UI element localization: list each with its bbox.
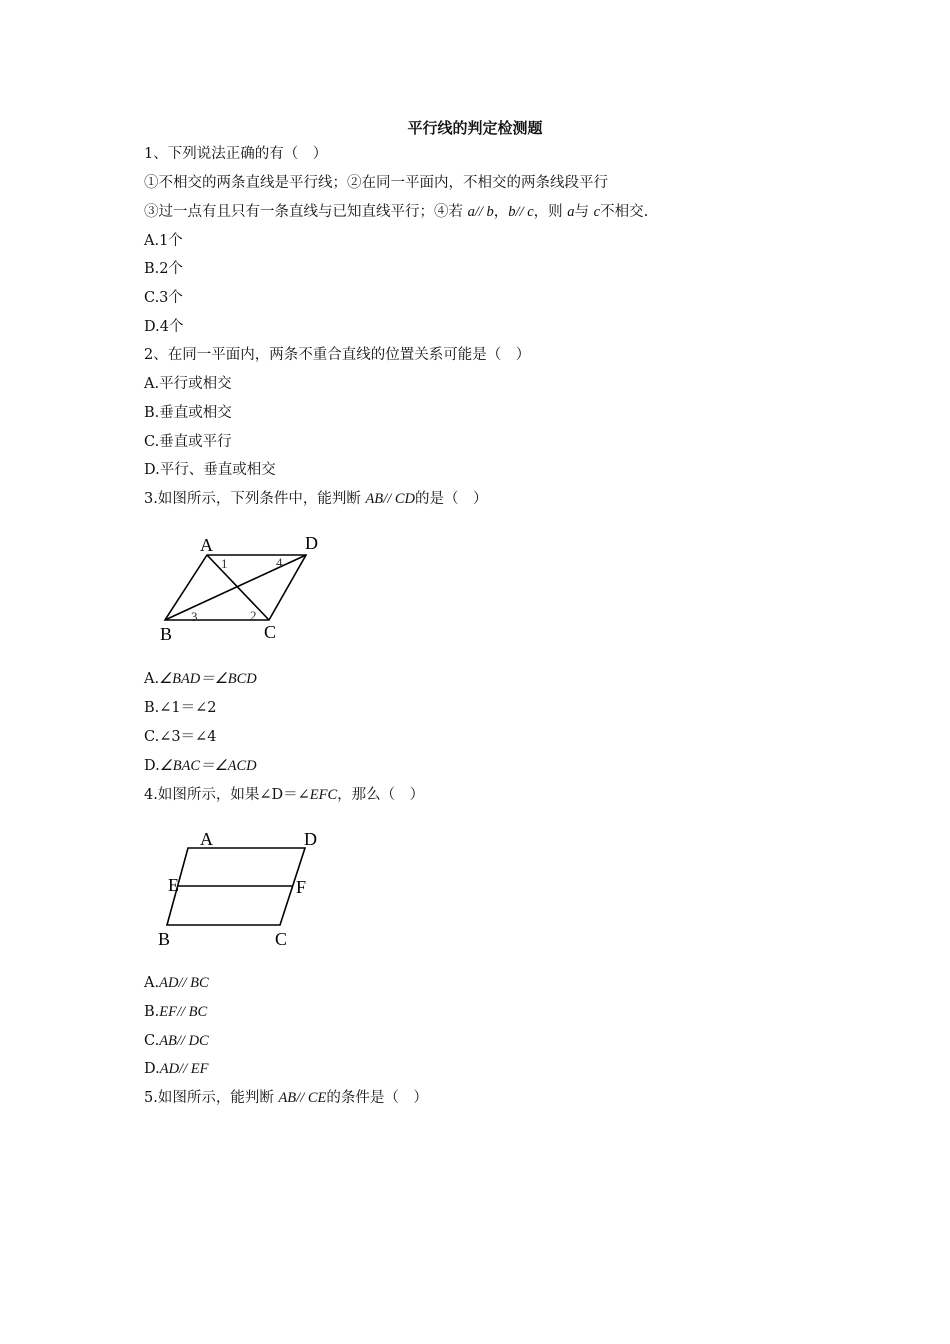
- q1-statement-1-2: ①不相交的两条直线是平行线；②在同一平面内，不相交的两条线段平行: [144, 175, 608, 191]
- text: A.: [144, 671, 160, 687]
- text: ，那么（ ）: [337, 787, 425, 803]
- q2-option-a: A.平行或相交: [144, 376, 232, 392]
- angle-3: 3: [191, 609, 198, 624]
- math: ∠1＝∠2: [159, 700, 217, 716]
- text: 的是（ ）: [415, 491, 488, 507]
- q1-option-a: A.1个: [144, 233, 183, 249]
- text: C.: [144, 1033, 160, 1049]
- q5-stem: [144, 1088, 428, 1108]
- label-b: B: [158, 929, 171, 949]
- math: AD// BC: [159, 975, 209, 991]
- label-a: A: [200, 829, 213, 849]
- q3-option-c: [144, 727, 216, 747]
- label-e: E: [168, 875, 179, 895]
- label-a: A: [200, 535, 213, 555]
- q4-option-a: [144, 973, 209, 993]
- text: B.: [144, 700, 160, 716]
- text: ，则: [533, 204, 568, 220]
- text: 的条件是（ ）: [326, 1090, 428, 1106]
- math: AB// CE: [278, 1090, 327, 1106]
- math: b// c: [508, 204, 534, 220]
- label-f: F: [296, 877, 307, 897]
- text: D.: [144, 1061, 160, 1077]
- math: a: [567, 204, 575, 220]
- q4-stem: [144, 785, 424, 805]
- q3-option-b: [144, 698, 217, 718]
- angle-4: 4: [276, 555, 283, 570]
- q2-stem: 2、在同一平面内，两条不重合直线的位置关系可能是（ ）: [144, 347, 531, 363]
- math: AB// CD: [365, 491, 415, 507]
- q3-figure: [165, 555, 306, 620]
- text: C.: [144, 729, 160, 745]
- q4-option-d: [144, 1059, 208, 1079]
- angle-1: 1: [221, 556, 228, 571]
- math: ∠BAD＝∠BCD: [159, 671, 257, 687]
- angle-2: 2: [250, 608, 257, 623]
- label-d: D: [304, 829, 317, 849]
- math: ∠3＝∠4: [159, 729, 217, 745]
- q2-option-c: C.垂直或平行: [144, 434, 232, 450]
- page-title: 平行线的判定检测题: [407, 119, 543, 137]
- label-b: B: [160, 624, 173, 644]
- q3-option-a: [144, 669, 257, 689]
- text: 5.如图所示，能判断: [144, 1090, 279, 1106]
- text: ③过一点有且只有一条直线与已知直线平行；④若: [144, 204, 468, 220]
- q1-option-d: D.4个: [144, 319, 184, 335]
- q1-option-c: C.3个: [144, 290, 183, 306]
- math: AB// DC: [159, 1033, 209, 1049]
- math: c: [593, 204, 601, 220]
- text: 3.如图所示，下列条件中，能判断: [144, 491, 366, 507]
- text: 与: [574, 204, 594, 220]
- text: 不相交.: [600, 204, 649, 220]
- text: 4.如图所示，如果∠D＝∠: [144, 787, 310, 803]
- q4-option-c: [144, 1031, 209, 1051]
- q4-figure: [167, 848, 305, 925]
- text: ，: [493, 204, 509, 220]
- text: D.: [144, 758, 160, 774]
- q1-option-b: B.2个: [144, 261, 183, 277]
- diagonal-ac: [207, 555, 269, 620]
- q2-option-d: D.平行、垂直或相交: [144, 462, 276, 478]
- label-d: D: [305, 533, 318, 553]
- q1-stem: 1、下列说法正确的有（ ）: [144, 146, 328, 162]
- math: a// b: [467, 204, 494, 220]
- q4-option-b: [144, 1002, 207, 1022]
- math: EFC: [309, 787, 338, 803]
- text: B.: [144, 1004, 160, 1020]
- math: ∠BAC＝∠ACD: [159, 758, 257, 774]
- q3-option-d: [144, 756, 257, 776]
- label-c: C: [275, 929, 288, 949]
- math: AD// EF: [159, 1061, 209, 1077]
- math: EF// BC: [159, 1004, 208, 1020]
- text: A.: [144, 975, 160, 991]
- q2-option-b: B.垂直或相交: [144, 405, 232, 421]
- label-c: C: [264, 622, 277, 642]
